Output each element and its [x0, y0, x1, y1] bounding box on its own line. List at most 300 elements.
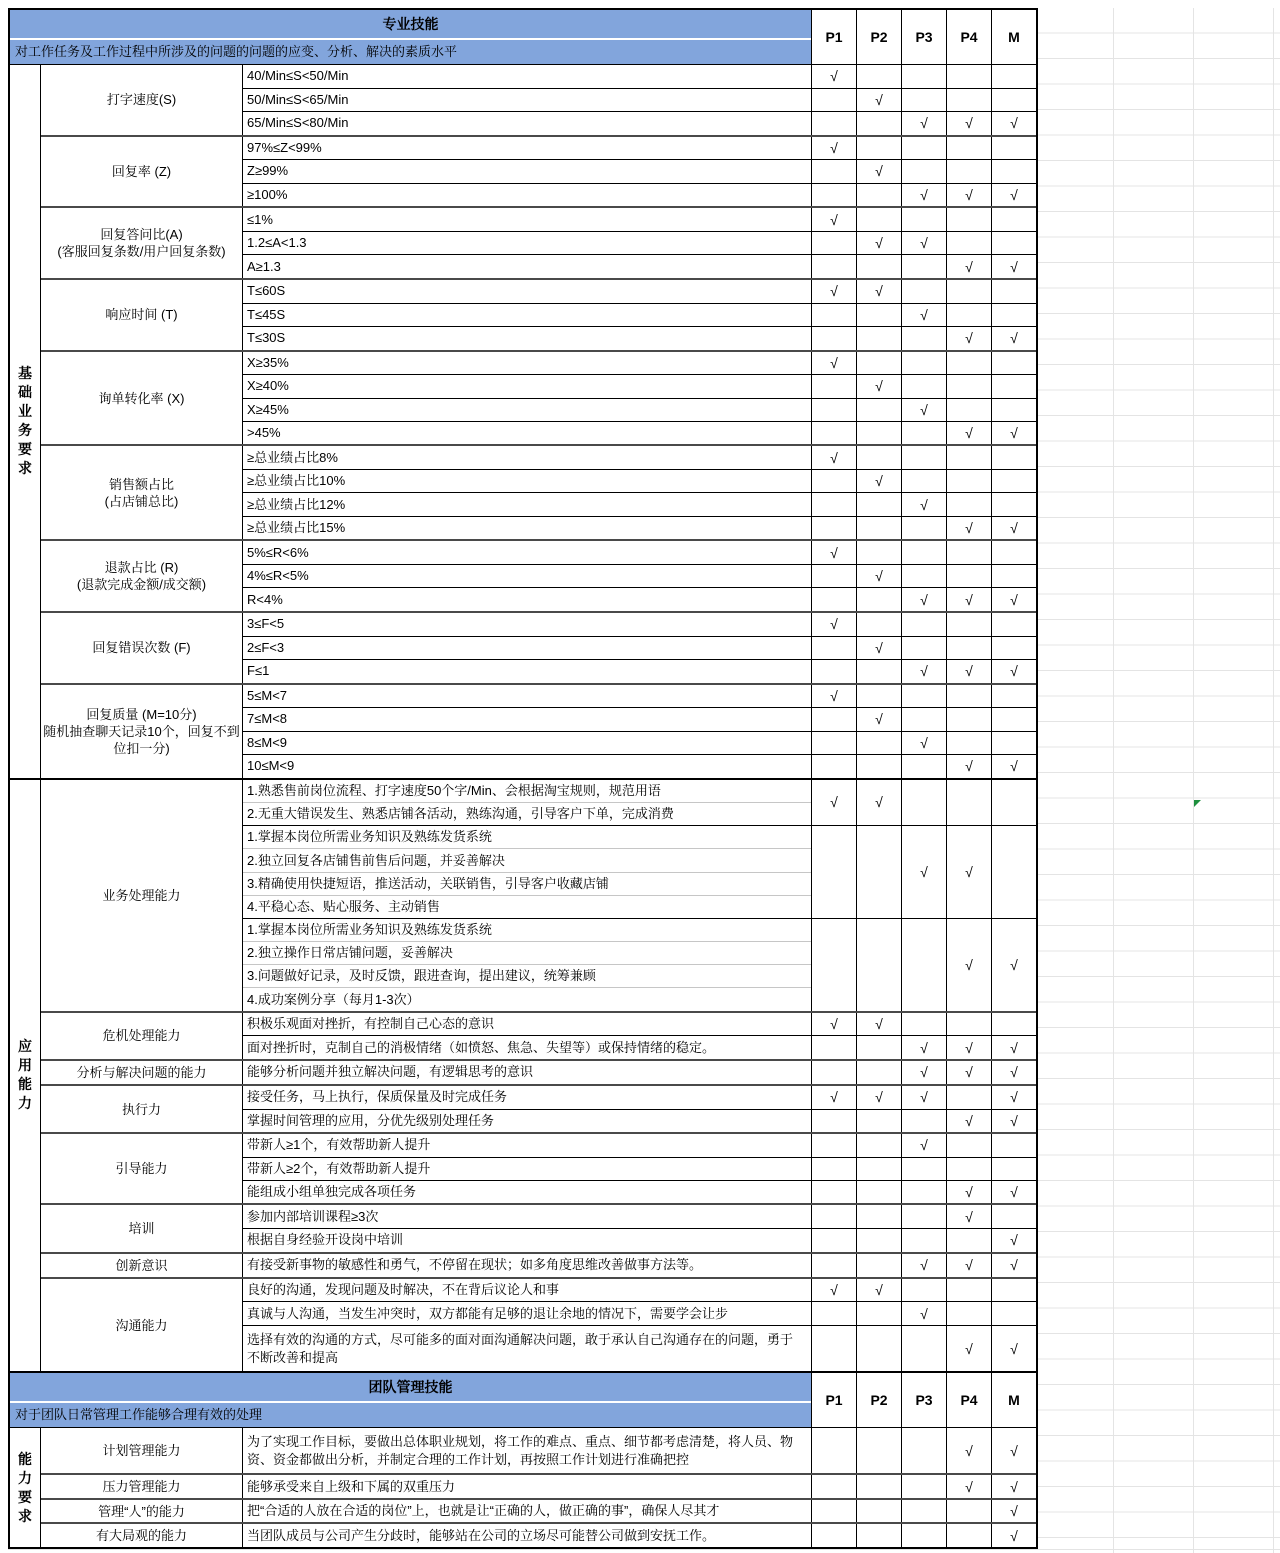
- criteria-cell[interactable]: [243, 987, 811, 1010]
- check-cell-p1[interactable]: [811, 470, 856, 492]
- check-cell-p2[interactable]: [856, 826, 901, 918]
- criteria-cell[interactable]: [243, 1254, 811, 1277]
- check-cell-p1[interactable]: [811, 375, 856, 397]
- check-cell-p2[interactable]: [856, 780, 901, 826]
- check-cell-p3[interactable]: [901, 1302, 946, 1325]
- criteria-cell[interactable]: [243, 872, 811, 895]
- group-label-cell[interactable]: [41, 780, 243, 1011]
- check-cell-p4[interactable]: [946, 1279, 991, 1302]
- check-cell-p1[interactable]: [811, 160, 856, 183]
- check-cell-p2[interactable]: [856, 493, 901, 515]
- check-cell-p1[interactable]: [811, 65, 856, 88]
- check-cell-p4[interactable]: [946, 1205, 991, 1228]
- criteria-cell[interactable]: [243, 1302, 811, 1325]
- level-header-cell[interactable]: M: [991, 1373, 1036, 1427]
- check-cell-m[interactable]: [991, 1181, 1036, 1203]
- check-cell-p1[interactable]: [811, 1279, 856, 1302]
- check-cell-p1[interactable]: [811, 1110, 856, 1133]
- side-label[interactable]: [10, 780, 41, 1372]
- check-cell-p2[interactable]: [856, 755, 901, 777]
- check-cell-p2[interactable]: [856, 1475, 901, 1498]
- check-cell-p4[interactable]: [946, 375, 991, 397]
- check-cell-p3[interactable]: [901, 1086, 946, 1109]
- check-cell-p4[interactable]: [946, 65, 991, 88]
- check-cell-m[interactable]: [991, 352, 1036, 374]
- check-cell-p2[interactable]: [856, 304, 901, 327]
- check-cell-p1[interactable]: [811, 1428, 856, 1473]
- criteria-cell[interactable]: [243, 541, 811, 564]
- check-cell-m[interactable]: [991, 470, 1036, 492]
- check-cell-p1[interactable]: [811, 732, 856, 754]
- check-cell-m[interactable]: [991, 732, 1036, 754]
- section-subtitle[interactable]: 对于团队日常管理工作能够合理有效的处理: [10, 1403, 811, 1427]
- criteria-cell[interactable]: [243, 493, 811, 515]
- check-cell-p4[interactable]: [946, 732, 991, 754]
- check-cell-p1[interactable]: [811, 1254, 856, 1277]
- check-cell-p3[interactable]: [901, 327, 946, 350]
- check-cell-p4[interactable]: [946, 613, 991, 636]
- check-cell-p2[interactable]: [856, 1279, 901, 1302]
- check-cell-p3[interactable]: [901, 1326, 946, 1371]
- level-header-cell[interactable]: P3: [901, 1373, 946, 1427]
- check-cell-p2[interactable]: [856, 1326, 901, 1371]
- criteria-cell[interactable]: [243, 1279, 811, 1302]
- check-cell-m[interactable]: [991, 65, 1036, 88]
- criteria-cell[interactable]: [243, 446, 811, 468]
- check-cell-p2[interactable]: [856, 352, 901, 374]
- check-cell-p3[interactable]: [901, 280, 946, 303]
- group-label-cell[interactable]: [41, 1061, 243, 1084]
- criteria-cell[interactable]: [243, 685, 811, 707]
- check-cell-p4[interactable]: [946, 352, 991, 374]
- check-cell-p3[interactable]: [901, 184, 946, 207]
- check-cell-m[interactable]: [991, 1229, 1036, 1252]
- check-cell-p1[interactable]: [811, 1013, 856, 1036]
- group-label-cell[interactable]: [41, 1254, 243, 1277]
- check-cell-p2[interactable]: [856, 732, 901, 754]
- criteria-cell[interactable]: [243, 1524, 811, 1547]
- criteria-cell[interactable]: [243, 941, 811, 964]
- check-cell-p4[interactable]: [946, 780, 991, 826]
- criteria-cell[interactable]: [243, 1475, 811, 1498]
- check-cell-p2[interactable]: [856, 327, 901, 350]
- check-cell-p4[interactable]: [946, 1110, 991, 1133]
- check-cell-p3[interactable]: [901, 826, 946, 918]
- check-cell-m[interactable]: [991, 422, 1036, 444]
- check-cell-m[interactable]: [991, 112, 1036, 135]
- check-cell-p1[interactable]: [811, 399, 856, 421]
- check-cell-m[interactable]: [991, 541, 1036, 564]
- check-cell-p4[interactable]: [946, 232, 991, 255]
- check-cell-m[interactable]: [991, 1086, 1036, 1109]
- check-cell-p4[interactable]: [946, 399, 991, 421]
- check-cell-p1[interactable]: [811, 637, 856, 660]
- check-cell-m[interactable]: [991, 493, 1036, 515]
- check-cell-p2[interactable]: [856, 112, 901, 135]
- check-cell-m[interactable]: [991, 517, 1036, 539]
- criteria-cell[interactable]: [243, 517, 811, 539]
- check-cell-p1[interactable]: [811, 1181, 856, 1203]
- check-cell-m[interactable]: [991, 232, 1036, 255]
- criteria-cell[interactable]: [243, 1158, 811, 1180]
- check-cell-p3[interactable]: [901, 1134, 946, 1156]
- check-cell-p2[interactable]: [856, 685, 901, 707]
- criteria-cell[interactable]: [243, 1181, 811, 1203]
- section-title[interactable]: 专业技能: [10, 10, 811, 40]
- check-cell-p4[interactable]: [946, 493, 991, 515]
- criteria-cell[interactable]: [243, 1061, 811, 1084]
- check-cell-p1[interactable]: [811, 708, 856, 730]
- check-cell-p3[interactable]: [901, 232, 946, 255]
- criteria-cell[interactable]: [243, 732, 811, 754]
- check-cell-p2[interactable]: [856, 708, 901, 730]
- check-cell-p4[interactable]: [946, 1428, 991, 1473]
- check-cell-p1[interactable]: [811, 517, 856, 539]
- check-cell-p1[interactable]: [811, 208, 856, 231]
- check-cell-m[interactable]: [991, 1524, 1036, 1547]
- check-cell-p2[interactable]: [856, 208, 901, 231]
- check-cell-p2[interactable]: [856, 399, 901, 421]
- check-cell-p3[interactable]: [901, 137, 946, 160]
- criteria-cell[interactable]: [243, 137, 811, 160]
- group-label-cell[interactable]: [41, 1500, 243, 1523]
- check-cell-p1[interactable]: [811, 1302, 856, 1325]
- check-cell-p4[interactable]: [946, 637, 991, 660]
- check-cell-p1[interactable]: [811, 1475, 856, 1498]
- check-cell-p2[interactable]: [856, 588, 901, 611]
- level-header-cell[interactable]: P4: [946, 10, 991, 64]
- criteria-cell[interactable]: [243, 112, 811, 135]
- criteria-cell[interactable]: [243, 422, 811, 444]
- criteria-cell[interactable]: [243, 637, 811, 660]
- check-cell-p1[interactable]: [811, 919, 856, 1011]
- criteria-cell[interactable]: [243, 1013, 811, 1036]
- criteria-cell[interactable]: [243, 399, 811, 421]
- check-cell-m[interactable]: [991, 1326, 1036, 1371]
- check-cell-p4[interactable]: [946, 89, 991, 112]
- check-cell-p4[interactable]: [946, 184, 991, 207]
- check-cell-p2[interactable]: [856, 565, 901, 588]
- group-label-cell[interactable]: [41, 1134, 243, 1203]
- check-cell-p2[interactable]: [856, 613, 901, 636]
- check-cell-p3[interactable]: [901, 1229, 946, 1252]
- check-cell-p3[interactable]: [901, 1158, 946, 1180]
- criteria-cell[interactable]: [243, 65, 811, 88]
- check-cell-p2[interactable]: [856, 1229, 901, 1252]
- group-label-cell[interactable]: [41, 208, 243, 278]
- check-cell-p3[interactable]: [901, 1205, 946, 1228]
- check-cell-p3[interactable]: [901, 160, 946, 183]
- check-cell-p3[interactable]: [901, 732, 946, 754]
- check-cell-m[interactable]: [991, 1036, 1036, 1059]
- check-cell-p2[interactable]: [856, 470, 901, 492]
- check-cell-p1[interactable]: [811, 112, 856, 135]
- check-cell-p1[interactable]: [811, 613, 856, 636]
- group-label-cell[interactable]: [41, 1428, 243, 1473]
- check-cell-p3[interactable]: [901, 65, 946, 88]
- check-cell-p4[interactable]: [946, 755, 991, 777]
- check-cell-m[interactable]: [991, 1158, 1036, 1180]
- check-cell-m[interactable]: [991, 685, 1036, 707]
- check-cell-p3[interactable]: [901, 89, 946, 112]
- check-cell-p4[interactable]: [946, 208, 991, 231]
- criteria-cell[interactable]: [243, 327, 811, 350]
- check-cell-p1[interactable]: [811, 446, 856, 468]
- criteria-cell[interactable]: [243, 755, 811, 777]
- check-cell-p4[interactable]: [946, 1086, 991, 1109]
- check-cell-p2[interactable]: [856, 137, 901, 160]
- check-cell-p1[interactable]: [811, 780, 856, 826]
- check-cell-p1[interactable]: [811, 685, 856, 707]
- criteria-cell[interactable]: [243, 1326, 811, 1371]
- check-cell-p4[interactable]: [946, 1181, 991, 1203]
- criteria-cell[interactable]: [243, 613, 811, 636]
- group-label-cell[interactable]: [41, 65, 243, 135]
- check-cell-p4[interactable]: [946, 446, 991, 468]
- check-cell-p4[interactable]: [946, 160, 991, 183]
- check-cell-p1[interactable]: [811, 826, 856, 918]
- criteria-cell[interactable]: [243, 895, 811, 918]
- check-cell-m[interactable]: [991, 826, 1036, 918]
- check-cell-m[interactable]: [991, 1205, 1036, 1228]
- check-cell-m[interactable]: [991, 375, 1036, 397]
- check-cell-p1[interactable]: [811, 352, 856, 374]
- check-cell-p2[interactable]: [856, 660, 901, 683]
- check-cell-m[interactable]: [991, 708, 1036, 730]
- check-cell-m[interactable]: [991, 1134, 1036, 1156]
- check-cell-p2[interactable]: [856, 255, 901, 278]
- check-cell-p2[interactable]: [856, 1013, 901, 1036]
- check-cell-p1[interactable]: [811, 588, 856, 611]
- check-cell-p4[interactable]: [946, 1036, 991, 1059]
- check-cell-p4[interactable]: [946, 1013, 991, 1036]
- check-cell-p1[interactable]: [811, 1500, 856, 1523]
- check-cell-m[interactable]: [991, 160, 1036, 183]
- check-cell-p4[interactable]: [946, 304, 991, 327]
- criteria-cell[interactable]: [243, 184, 811, 207]
- check-cell-m[interactable]: [991, 1279, 1036, 1302]
- level-header-cell[interactable]: P1: [811, 1373, 856, 1427]
- check-cell-p4[interactable]: [946, 1326, 991, 1371]
- check-cell-p3[interactable]: [901, 112, 946, 135]
- check-cell-p4[interactable]: [946, 1524, 991, 1547]
- check-cell-p1[interactable]: [811, 1086, 856, 1109]
- check-cell-p2[interactable]: [856, 160, 901, 183]
- check-cell-p1[interactable]: [811, 280, 856, 303]
- check-cell-m[interactable]: [991, 304, 1036, 327]
- criteria-cell[interactable]: [243, 660, 811, 683]
- group-label-cell[interactable]: [41, 1086, 243, 1132]
- check-cell-m[interactable]: [991, 565, 1036, 588]
- check-cell-p3[interactable]: [901, 1013, 946, 1036]
- criteria-cell[interactable]: [243, 160, 811, 183]
- criteria-cell[interactable]: [243, 1110, 811, 1133]
- criteria-cell[interactable]: [243, 375, 811, 397]
- check-cell-p1[interactable]: [811, 1205, 856, 1228]
- check-cell-p3[interactable]: [901, 541, 946, 564]
- check-cell-p2[interactable]: [856, 1500, 901, 1523]
- group-label-cell[interactable]: [41, 137, 243, 207]
- check-cell-p2[interactable]: [856, 184, 901, 207]
- check-cell-p4[interactable]: [946, 660, 991, 683]
- check-cell-p3[interactable]: [901, 637, 946, 660]
- check-cell-p2[interactable]: [856, 1302, 901, 1325]
- group-label-cell[interactable]: [41, 541, 243, 611]
- check-cell-m[interactable]: [991, 1475, 1036, 1498]
- check-cell-p4[interactable]: [946, 685, 991, 707]
- check-cell-p1[interactable]: [811, 184, 856, 207]
- check-cell-p3[interactable]: [901, 399, 946, 421]
- check-cell-p3[interactable]: [901, 1279, 946, 1302]
- check-cell-p2[interactable]: [856, 1181, 901, 1203]
- check-cell-p2[interactable]: [856, 517, 901, 539]
- check-cell-p2[interactable]: [856, 919, 901, 1011]
- level-header-cell[interactable]: M: [991, 10, 1036, 64]
- check-cell-p1[interactable]: [811, 541, 856, 564]
- check-cell-p4[interactable]: [946, 826, 991, 918]
- criteria-cell[interactable]: [243, 470, 811, 492]
- check-cell-p2[interactable]: [856, 280, 901, 303]
- criteria-cell[interactable]: [243, 919, 811, 941]
- check-cell-m[interactable]: [991, 1254, 1036, 1277]
- side-label[interactable]: [10, 1428, 41, 1547]
- check-cell-p1[interactable]: [811, 755, 856, 777]
- criteria-cell[interactable]: [243, 352, 811, 374]
- check-cell-p3[interactable]: [901, 613, 946, 636]
- criteria-cell[interactable]: [243, 588, 811, 611]
- level-header-cell[interactable]: P3: [901, 10, 946, 64]
- criteria-cell[interactable]: [243, 1086, 811, 1109]
- criteria-cell[interactable]: [243, 232, 811, 255]
- check-cell-p3[interactable]: [901, 755, 946, 777]
- criteria-cell[interactable]: [243, 1036, 811, 1059]
- check-cell-p4[interactable]: [946, 255, 991, 278]
- check-cell-m[interactable]: [991, 588, 1036, 611]
- group-label-cell[interactable]: [41, 1205, 243, 1251]
- check-cell-p4[interactable]: [946, 565, 991, 588]
- check-cell-m[interactable]: [991, 755, 1036, 777]
- criteria-cell[interactable]: [243, 848, 811, 871]
- check-cell-m[interactable]: [991, 1302, 1036, 1325]
- check-cell-p2[interactable]: [856, 1205, 901, 1228]
- check-cell-p2[interactable]: [856, 1110, 901, 1133]
- criteria-cell[interactable]: [243, 304, 811, 327]
- criteria-cell[interactable]: [243, 89, 811, 112]
- check-cell-p1[interactable]: [811, 1326, 856, 1371]
- check-cell-m[interactable]: [991, 1428, 1036, 1473]
- check-cell-p3[interactable]: [901, 708, 946, 730]
- level-header-cell[interactable]: P1: [811, 10, 856, 64]
- group-label-cell[interactable]: [41, 1524, 243, 1547]
- check-cell-p3[interactable]: [901, 255, 946, 278]
- section-title[interactable]: 团队管理技能: [10, 1373, 811, 1403]
- check-cell-p1[interactable]: [811, 327, 856, 350]
- check-cell-p2[interactable]: [856, 1158, 901, 1180]
- check-cell-p1[interactable]: [811, 304, 856, 327]
- criteria-cell[interactable]: [243, 1205, 811, 1228]
- check-cell-p3[interactable]: [901, 304, 946, 327]
- criteria-cell[interactable]: [243, 208, 811, 231]
- criteria-cell[interactable]: [243, 280, 811, 303]
- check-cell-m[interactable]: [991, 919, 1036, 1011]
- check-cell-m[interactable]: [991, 137, 1036, 160]
- check-cell-p4[interactable]: [946, 1061, 991, 1084]
- check-cell-m[interactable]: [991, 613, 1036, 636]
- check-cell-p3[interactable]: [901, 588, 946, 611]
- check-cell-p2[interactable]: [856, 1036, 901, 1059]
- check-cell-p4[interactable]: [946, 588, 991, 611]
- check-cell-m[interactable]: [991, 89, 1036, 112]
- check-cell-p4[interactable]: [946, 422, 991, 444]
- check-cell-m[interactable]: [991, 1500, 1036, 1523]
- check-cell-p3[interactable]: [901, 1181, 946, 1203]
- check-cell-p3[interactable]: [901, 1524, 946, 1547]
- check-cell-p3[interactable]: [901, 1061, 946, 1084]
- check-cell-p4[interactable]: [946, 541, 991, 564]
- check-cell-p1[interactable]: [811, 1061, 856, 1084]
- check-cell-p3[interactable]: [901, 1475, 946, 1498]
- check-cell-p4[interactable]: [946, 1229, 991, 1252]
- check-cell-p3[interactable]: [901, 1254, 946, 1277]
- check-cell-p3[interactable]: [901, 352, 946, 374]
- check-cell-p2[interactable]: [856, 1134, 901, 1156]
- check-cell-p1[interactable]: [811, 1229, 856, 1252]
- check-cell-p3[interactable]: [901, 493, 946, 515]
- check-cell-p2[interactable]: [856, 637, 901, 660]
- check-cell-m[interactable]: [991, 780, 1036, 826]
- check-cell-m[interactable]: [991, 280, 1036, 303]
- check-cell-p1[interactable]: [811, 660, 856, 683]
- check-cell-p2[interactable]: [856, 1061, 901, 1084]
- check-cell-p2[interactable]: [856, 1086, 901, 1109]
- level-header-cell[interactable]: P2: [856, 10, 901, 64]
- check-cell-p1[interactable]: [811, 1036, 856, 1059]
- check-cell-p3[interactable]: [901, 660, 946, 683]
- check-cell-p1[interactable]: [811, 1134, 856, 1156]
- check-cell-p4[interactable]: [946, 470, 991, 492]
- criteria-cell[interactable]: [243, 1500, 811, 1523]
- check-cell-p3[interactable]: [901, 446, 946, 468]
- check-cell-p3[interactable]: [901, 1500, 946, 1523]
- check-cell-p3[interactable]: [901, 1036, 946, 1059]
- group-label-cell[interactable]: [41, 352, 243, 445]
- check-cell-p1[interactable]: [811, 1524, 856, 1547]
- check-cell-p1[interactable]: [811, 493, 856, 515]
- check-cell-p2[interactable]: [856, 541, 901, 564]
- check-cell-p4[interactable]: [946, 137, 991, 160]
- check-cell-p4[interactable]: [946, 1500, 991, 1523]
- check-cell-p3[interactable]: [901, 470, 946, 492]
- check-cell-p2[interactable]: [856, 65, 901, 88]
- check-cell-p2[interactable]: [856, 232, 901, 255]
- check-cell-p1[interactable]: [811, 232, 856, 255]
- side-label[interactable]: [10, 65, 41, 778]
- check-cell-m[interactable]: [991, 327, 1036, 350]
- check-cell-m[interactable]: [991, 184, 1036, 207]
- check-cell-p2[interactable]: [856, 1524, 901, 1547]
- check-cell-m[interactable]: [991, 637, 1036, 660]
- check-cell-p3[interactable]: [901, 517, 946, 539]
- check-cell-p4[interactable]: [946, 1158, 991, 1180]
- criteria-cell[interactable]: [243, 708, 811, 730]
- check-cell-p3[interactable]: [901, 1110, 946, 1133]
- check-cell-p3[interactable]: [901, 208, 946, 231]
- criteria-cell[interactable]: [243, 1229, 811, 1252]
- criteria-cell[interactable]: [243, 565, 811, 588]
- level-header-cell[interactable]: P2: [856, 1373, 901, 1427]
- criteria-cell[interactable]: [243, 1134, 811, 1156]
- check-cell-p4[interactable]: [946, 919, 991, 1011]
